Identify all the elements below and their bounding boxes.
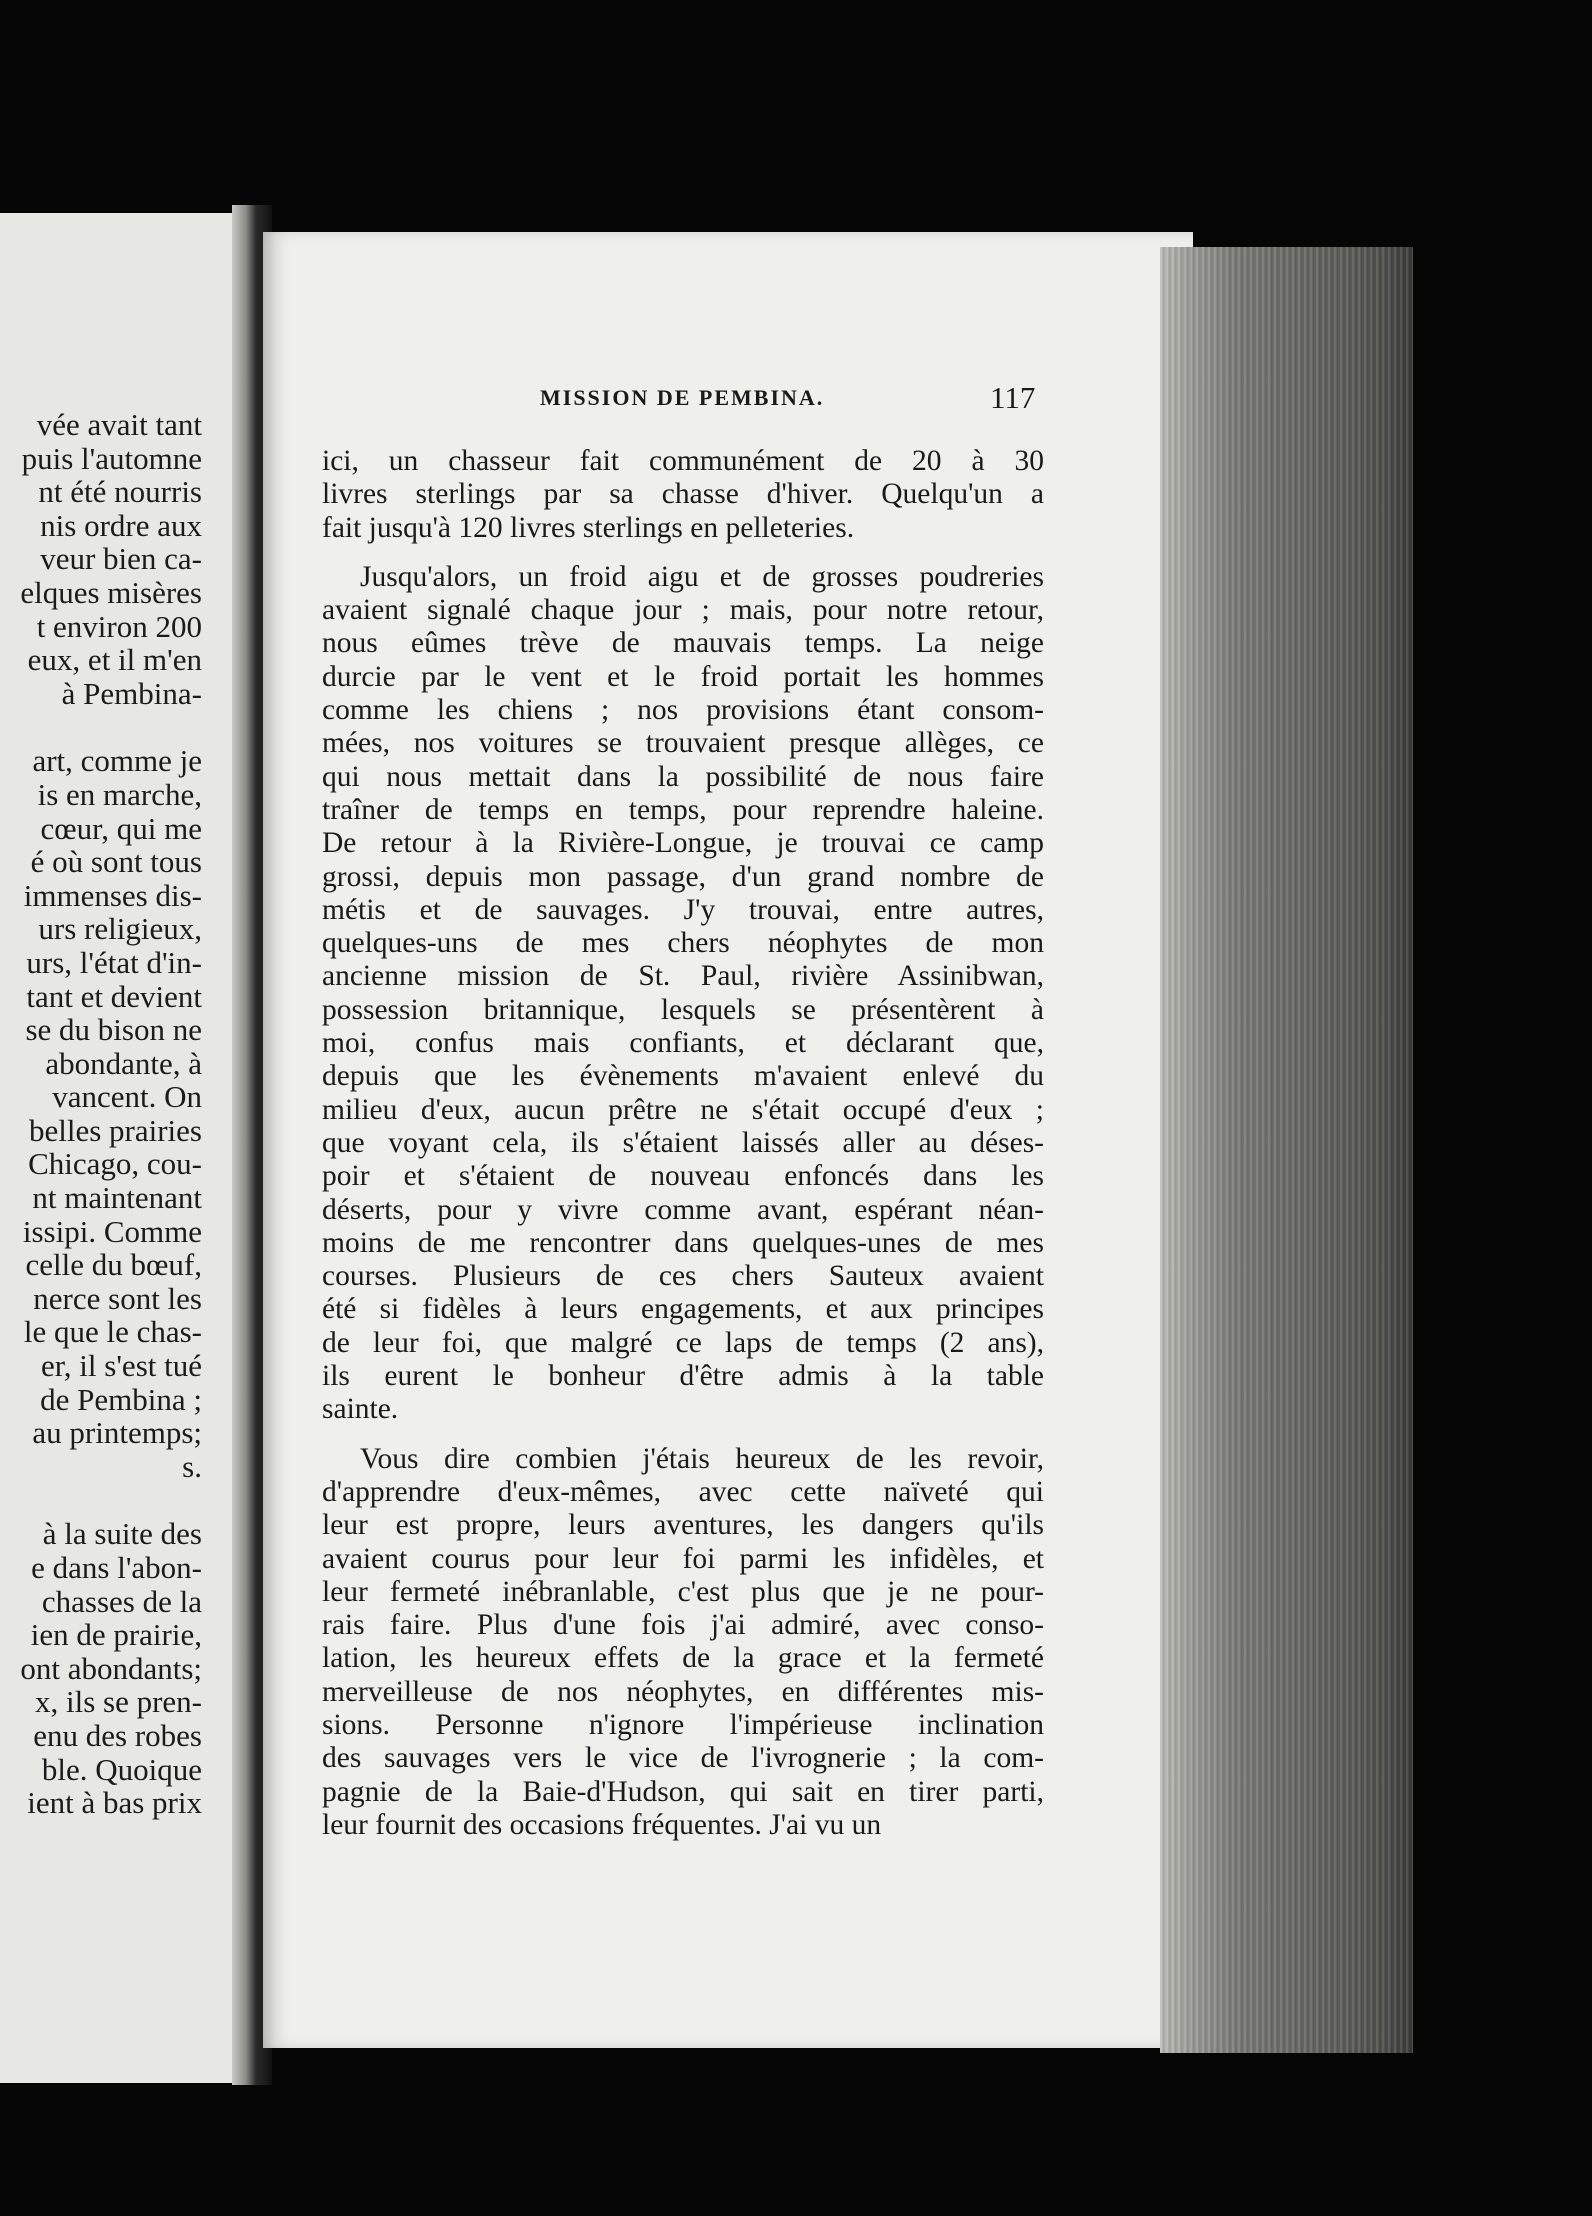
left-page-line: issipi. Comme (22, 1213, 202, 1249)
text-line: ici, un chasseur fait communément de 20 à 30 (322, 445, 1044, 477)
left-page-line: enu des robes (33, 1717, 202, 1753)
text-line: métis et de sauvages. J'y trouvai, entre autres, (322, 893, 1044, 926)
text-line: sions. Personne n'ignore l'impérieuse inclination (322, 1708, 1044, 1741)
left-page-line: e dans l'abon- (31, 1550, 202, 1585)
left-page-line: puis l'automne (21, 440, 202, 476)
text-line: leur fournit des occasions fréquentes. J'ai vu un (322, 1808, 882, 1841)
text-line: qui nous mettait dans la possibilité de nous faire (322, 760, 1044, 793)
left-page-line: tant et devient (26, 978, 202, 1014)
text-line: depuis que les évènements m'avaient enlevé du (322, 1060, 1044, 1093)
left-page-text (0, 408, 202, 1820)
text-line: poir et s'étaient de nouveau enfoncés dans les (322, 1160, 1044, 1193)
text-line: courses. Plusieurs de ces chers Sauteux avaient (322, 1260, 1044, 1293)
paragraph (322, 1443, 1044, 1843)
left-page-line: é où sont tous (30, 844, 202, 880)
left-page-line: is en marche, (37, 776, 202, 812)
left-page-line: nis ordre aux (40, 507, 202, 543)
text-line: traîner de temps en temps, pour reprendre haleine. (322, 793, 1044, 826)
text-line: livres sterlings par sa chasse d'hiver. Quelqu'un a (322, 478, 1044, 511)
left-page-line: abondante, à (45, 1045, 202, 1081)
left-page-line: ient à bas prix (27, 1785, 202, 1821)
left-page-line: urs religieux, (38, 911, 202, 947)
left-page-fragment (0, 213, 240, 2083)
left-page-line: celle du bœuf, (25, 1247, 202, 1283)
left-page-line: x, ils se pren- (34, 1684, 202, 1720)
left-page-line: cœur, qui me (40, 810, 202, 846)
text-line: leur fermeté inébranlable, c'est plus que je ne pour- (322, 1575, 1044, 1608)
text-line: comme les chiens ; nos provisions étant consom- (322, 694, 1044, 727)
text-line: merveilleuse de nos néophytes, en différentes mis- (322, 1675, 1044, 1708)
left-page-line: immenses dis- (23, 877, 202, 913)
paragraph-gap (322, 1427, 1044, 1443)
text-line: déserts, pour y vivre comme avant, espérant néan- (322, 1193, 1044, 1226)
text-line: ancienne mission de St. Paul, rivière Assinibwan, (322, 960, 1044, 993)
left-page-line: vancent. On (52, 1079, 202, 1115)
left-page-line: nt été nourris (38, 474, 202, 510)
left-page-line: s. (182, 1448, 202, 1484)
left-page-line: à Pembina- (61, 675, 202, 711)
text-line: mées, nos voitures se trouvaient presque allèges, ce (322, 727, 1044, 760)
left-page-line: vée avait tant (36, 407, 202, 442)
text-line: pagnie de la Baie-d'Hudson, qui sait en tirer parti, (322, 1775, 1044, 1808)
paragraph (322, 445, 1044, 545)
left-page-line: elques misères (20, 574, 202, 610)
text-line: nous eûmes trève de mauvais temps. La neige (322, 627, 1044, 660)
text-line: été si fidèles à leurs engagements, et aux principes (322, 1293, 1044, 1326)
text-line: possession britannique, lesquels se présentèrent à (322, 993, 1044, 1026)
left-page-line: au printemps; (32, 1415, 202, 1451)
text-line: fait jusqu'à 120 livres sterlings en pelleteries. (322, 511, 855, 544)
text-line: moins de me rencontrer dans quelques-unes de mes (322, 1226, 1044, 1259)
text-line: moi, confus mais confiants, et déclarant que, (322, 1027, 1044, 1060)
text-line: Vous dire combien j'étais heureux de les revoir, (360, 1442, 1044, 1475)
text-line: sainte. (322, 1393, 399, 1426)
text-line: lation, les heureux effets de la grace et la fermeté (322, 1642, 1044, 1675)
text-line: milieu d'eux, aucun prêtre ne s'était occupé d'eux ; (322, 1093, 1044, 1126)
left-page-line: ien de prairie, (30, 1617, 202, 1653)
left-page-line: chasses de la (41, 1583, 202, 1619)
text-line: des sauvages vers le vice de l'ivrognerie ; la com- (322, 1742, 1044, 1775)
left-page-line: se du bison ne (25, 1012, 202, 1048)
left-page-line: veur bien ca- (40, 541, 202, 577)
text-line: durcie par le vent et le froid portait les hommes (322, 660, 1044, 693)
text-line: avaient courus pour leur foi parmi les infidèles, et (322, 1542, 1044, 1575)
text-line: avaient signalé chaque jour ; mais, pour notre retour, (322, 594, 1044, 627)
left-page-line: er, il s'est tué (40, 1348, 202, 1384)
left-page-line: art, comme je (32, 743, 202, 779)
left-page-line: ont abondants; (20, 1650, 202, 1686)
text-line: rais faire. Plus d'une fois j'ai admiré, avec conso- (322, 1609, 1044, 1642)
text-line: leur est propre, leurs aventures, les dangers qu'ils (322, 1509, 1044, 1542)
left-page-line: t environ 200 (36, 608, 202, 644)
left-page-line (0, 1483, 202, 1517)
text-line: De retour à la Rivière-Longue, je trouvai ce camp (322, 827, 1044, 860)
left-page-line: Chicago, cou- (28, 1146, 202, 1182)
paragraph (322, 561, 1044, 1427)
text-line: ils eurent le bonheur d'être admis à la table (322, 1360, 1044, 1393)
left-page-line: à la suite des (42, 1516, 202, 1552)
left-page-line: belles prairies (28, 1112, 202, 1148)
left-page-line: nerce sont les (33, 1280, 202, 1316)
left-page-line: nt maintenant (32, 1180, 202, 1216)
left-page-line: de Pembina ; (40, 1381, 202, 1417)
left-page-line: le que le chas- (23, 1314, 202, 1350)
left-page-line: eux, et il m'en (27, 642, 202, 678)
text-line: grossi, depuis mon passage, d'un grand nombre de (322, 860, 1044, 893)
page-number: 117 (990, 380, 1036, 415)
text-line: que voyant cela, ils s'étaient laissés aller au déses- (322, 1126, 1044, 1159)
left-page-line (0, 710, 202, 744)
text-line: quelques-uns de mes chers néophytes de mon (322, 927, 1044, 960)
left-page-line: ble. Quoique (41, 1751, 202, 1787)
left-page-line: urs, l'état d'in- (26, 944, 202, 980)
running-title: MISSION DE PEMBINA. (540, 385, 825, 410)
text-line: d'apprendre d'eux-mêmes, avec cette naïveté qui (322, 1475, 1044, 1508)
page-edges (1160, 247, 1413, 2053)
text-line: Jusqu'alors, un froid aigu et de grosses poudreries (360, 560, 1044, 593)
text-line: de leur foi, que malgré ce laps de temps (2 ans), (322, 1326, 1044, 1359)
page-body-text (322, 445, 1044, 1842)
paragraph-gap (322, 545, 1044, 561)
